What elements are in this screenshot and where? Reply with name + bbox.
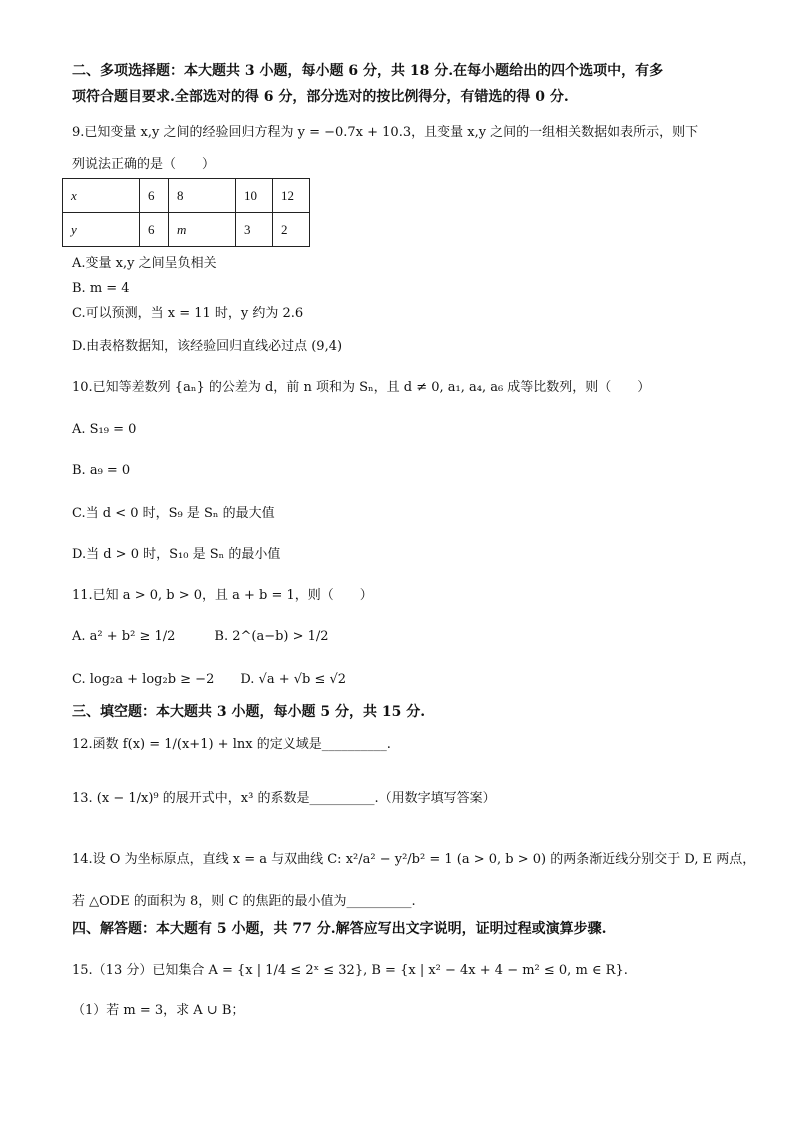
q9-option-c: C.可以预测，当 x = 11 时，y 约为 2.6	[72, 306, 304, 321]
q10-option-d: D.当 d > 0 时，S₁₀ 是 Sₙ 的最小值	[72, 547, 281, 562]
table-cell: 3	[236, 213, 273, 247]
q11-options-ab: A. a² + b² ≥ 1/2 B. 2^(a−b) > 1/2	[72, 629, 329, 644]
q9-option-b: B. m = 4	[72, 281, 130, 296]
q14-stem-line2: 若 △ODE 的面积为 8，则 C 的焦距的最小值为__________.	[72, 894, 416, 909]
table-row-x	[63, 179, 310, 213]
table-cell: m	[169, 213, 236, 247]
q13-stem: 13. (x − 1/x)⁹ 的展开式中，x³ 的系数是__________.（用数字填写答案）	[72, 791, 496, 806]
q10-option-a: A. S₁₉ = 0	[72, 422, 137, 437]
q10-option-c: C.当 d < 0 时，S₉ 是 Sₙ 的最大值	[72, 506, 275, 521]
q15-part1: （1）若 m = 3，求 A ∪ B；	[72, 1003, 245, 1018]
table-cell: y	[63, 213, 140, 247]
table-cell: x	[63, 179, 140, 213]
q15-stem: 15.（13 分）已知集合 A = {x | 1/4 ≤ 2ˣ ≤ 32}, B = {x | x² − 4x + 4 − m² ≤ 0, m ∈ R}.	[72, 963, 628, 978]
q9-data-table	[62, 178, 310, 247]
table-cell: 12	[273, 179, 310, 213]
table-cell: 2	[273, 213, 310, 247]
q9-option-d: D.由表格数据知，该经验回归直线必过点 (9,4)	[72, 339, 343, 354]
q11-stem: 11.已知 a > 0, b > 0，且 a + b = 1，则（ ）	[72, 588, 373, 603]
section2-heading-line2: 项符合题目要求.全部选对的得 6 分，部分选对的按比例得分，有错选的得 0 分.	[72, 89, 569, 105]
q12-stem: 12.函数 f(x) = 1/(x+1) + lnx 的定义域是__________.	[72, 737, 391, 752]
q10-stem: 10.已知等差数列 {aₙ} 的公差为 d，前 n 项和为 Sₙ，且 d ≠ 0, a₁, a₄, a₆ 成等比数列，则（ ）	[72, 380, 651, 395]
table-cell: 8	[169, 179, 236, 213]
q9-stem-line1: 9.已知变量 x,y 之间的经验回归方程为 y = −0.7x + 10.3，且变量 x,y 之间的一组相关数据如表所示，则下	[72, 125, 699, 140]
q14-stem-line1: 14.设 O 为坐标原点，直线 x = a 与双曲线 C: x²/a² − y²/b² = 1 (a > 0, b > 0) 的两条渐近线分别交于 D, E 两点，	[72, 852, 756, 867]
q9-stem-line2: 列说法正确的是（ ）	[72, 157, 216, 172]
q9-option-a: A.变量 x,y 之间呈负相关	[72, 256, 217, 271]
section3-heading: 三、填空题：本大题共 3 小题，每小题 5 分，共 15 分.	[72, 704, 426, 720]
table-cell: 6	[140, 213, 169, 247]
section2-heading-line1: 二、多项选择题：本大题共 3 小题，每小题 6 分，共 18 分.在每小题给出的四个选项中，有多	[72, 63, 664, 79]
table-row-y	[63, 213, 310, 247]
section4-heading: 四、解答题：本大题有 5 小题，共 77 分.解答应写出文字说明，证明过程或演算步骤.	[72, 921, 607, 937]
q10-option-b: B. a₉ = 0	[72, 463, 131, 478]
q11-options-cd: C. log₂a + log₂b ≥ −2 D. √a + √b ≤ √2	[72, 672, 347, 687]
table-cell: 10	[236, 179, 273, 213]
table-cell: 6	[140, 179, 169, 213]
